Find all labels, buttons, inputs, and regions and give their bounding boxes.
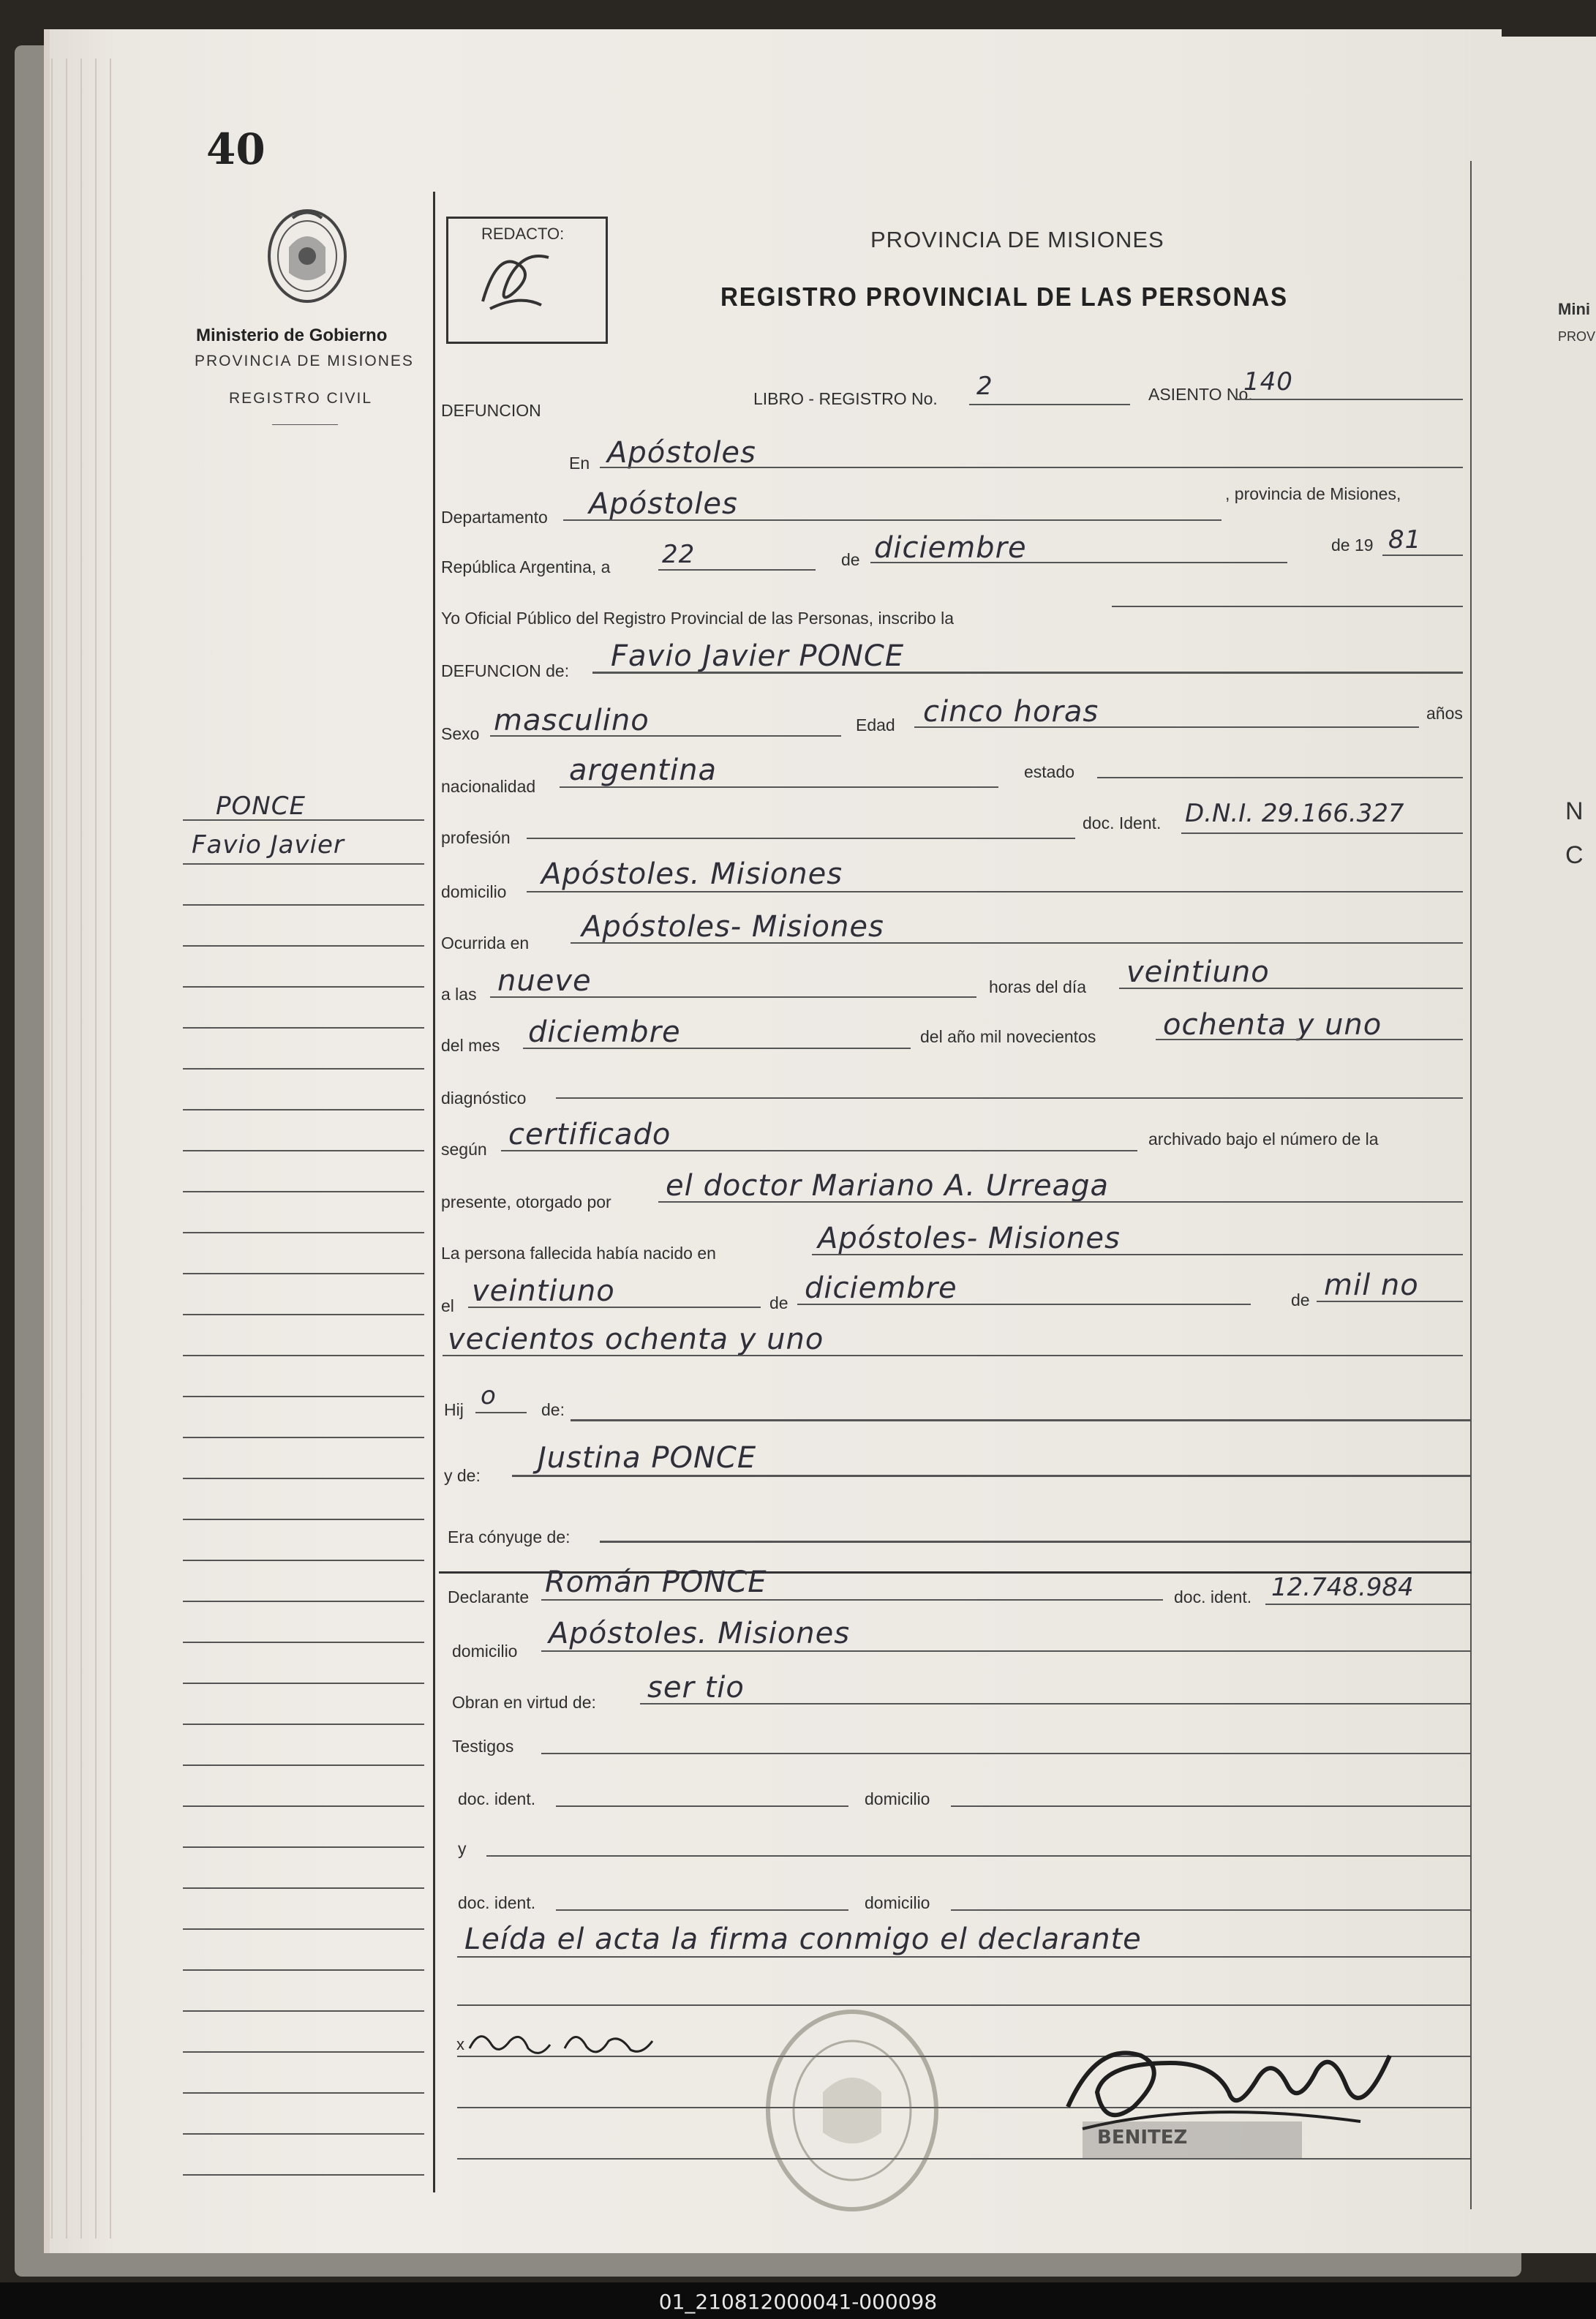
next-page-edge (1496, 37, 1596, 2253)
and-of-label: y de: (444, 1466, 481, 1485)
declarant-name: Román PONCE (545, 1566, 767, 1599)
book-value: 2 (976, 372, 993, 401)
year-label: de 19 (1331, 535, 1374, 555)
margin-ruled-line (183, 1191, 424, 1192)
margin-given-names: Favio Javier (192, 830, 345, 860)
issued-value: el doctor Mariano A. Urreaga (666, 1169, 1109, 1203)
signature-mark: x (456, 2035, 464, 2053)
declarant-domicile-label: domicilio (452, 1642, 518, 1661)
domicile-value: Apóstoles. Misiones (541, 857, 843, 891)
acting-label: Obran en virtud de: (452, 1693, 596, 1712)
margin-ruled-line (183, 1355, 424, 1356)
day-value: 22 (662, 540, 696, 569)
margin-ruled-line (183, 2051, 424, 2053)
officer-text: Yo Oficial Público del Registro Provincial de las Personas, inscribo la (441, 609, 954, 628)
years-label: años (1426, 704, 1463, 723)
declarant-doc-label: doc. ident. (1174, 1587, 1252, 1606)
margin-ruled-line (183, 945, 424, 947)
place-value: Apóstoles (607, 436, 756, 470)
acting-value: ser tio (647, 1671, 745, 1705)
born-month-label: de (769, 1293, 788, 1312)
hour-label: a las (441, 985, 477, 1004)
born-day-label: el (441, 1296, 454, 1315)
margin-ruled-line (183, 1846, 424, 1848)
redacto-signature (468, 236, 563, 331)
born-day-value: veintiuno (472, 1274, 615, 1308)
margin-ruled-line (183, 986, 424, 988)
marital-label: estado (1024, 762, 1075, 781)
doc-value: D.N.I. 29.166.327 (1185, 799, 1404, 828)
occurred-label: Ocurrida en (441, 933, 530, 952)
margin-ruled-line (183, 1396, 424, 1397)
margin-ruled-line (183, 1887, 424, 1889)
child-gender: o (481, 1381, 497, 1410)
archived-label: archivado bajo el número de la (1148, 1130, 1379, 1149)
margin-ruled-line (183, 1560, 424, 1561)
margin-ruled-line (183, 2010, 424, 2012)
book-label: LIBRO - REGISTRO No. (753, 389, 938, 408)
margin-ruled-line (183, 1437, 424, 1438)
page-edges (44, 59, 124, 2239)
born-year-continued: vecientos ochenta y uno (448, 1323, 824, 1356)
province-suffix: , provincia de Misiones, (1225, 484, 1401, 503)
witness1-domicile-label: domicilio (865, 1789, 930, 1808)
declarant-signature (455, 2019, 674, 2070)
margin-ruled-line (183, 1109, 424, 1110)
born-month-value: diciembre (805, 1271, 957, 1305)
sex-value: masculino (494, 704, 650, 737)
margin-ruled-line (183, 2092, 424, 2094)
year-value: 81 (1388, 525, 1422, 555)
closing-statement: Leída el acta la firma conmigo el declarante (464, 1923, 1142, 1956)
margin-ruled-line (183, 1724, 424, 1725)
mother-name: Justina PONCE (538, 1441, 757, 1475)
year-of-label: del año mil novecientos (920, 1027, 1096, 1046)
month-of-value: diciembre (528, 1015, 681, 1049)
margin-ruled-line (183, 1027, 424, 1029)
and-label: y (458, 1839, 467, 1858)
margin-ruled-line (183, 1478, 424, 1479)
born-value: Apóstoles- Misiones (818, 1222, 1121, 1255)
margin-ruled-line (183, 1519, 424, 1520)
profession-label: profesión (441, 828, 511, 847)
province-title: PROVINCIA DE MISIONES (870, 227, 1164, 252)
nationality-label: nacionalidad (441, 777, 536, 796)
margin-ruled-line (183, 2174, 424, 2176)
department-value: Apóstoles (589, 487, 738, 521)
margin-ruled-line (183, 1601, 424, 1602)
right-margin-rule (1470, 161, 1472, 2209)
witness2-domicile-label: domicilio (865, 1893, 930, 1912)
witness2-doc-label: doc. ident. (458, 1893, 536, 1912)
margin-ruled-line (183, 1683, 424, 1684)
margin-ruled-line (183, 1969, 424, 1971)
place-label: En (569, 454, 590, 473)
issued-label: presente, otorgado por (441, 1192, 611, 1211)
domicile-label: domicilio (441, 882, 507, 901)
margin-ruled-line (183, 1273, 424, 1274)
redacto-label: REDACTO: (481, 225, 565, 243)
margin-ruled-line (183, 1068, 424, 1070)
official-seal-icon (761, 2004, 944, 2217)
nationality-value: argentina (569, 753, 717, 787)
next-page-fragment: Mini (1558, 300, 1590, 318)
diagnosis-label: diagnóstico (441, 1089, 527, 1108)
day-of-value: veintiuno (1126, 955, 1270, 989)
declarant-domicile-value: Apóstoles. Misiones (549, 1617, 851, 1650)
department-label: Departamento (441, 508, 548, 527)
margin-ruled-line (183, 1764, 424, 1766)
witness1-doc-label: doc. ident. (458, 1789, 536, 1808)
page-number: 40 (206, 124, 266, 174)
margin-ruled-line (183, 1928, 424, 1930)
coat-of-arms-icon (263, 203, 351, 306)
year-of-value: ochenta y uno (1163, 1008, 1382, 1042)
according-label: según (441, 1140, 487, 1159)
margin-ruled-line (183, 2133, 424, 2135)
stamp-text: BENITEZ (1097, 2127, 1188, 2149)
margin-ruled-line (183, 863, 424, 865)
image-caption: 01_210812000041-000098 (658, 2290, 938, 2314)
margin-ruled-line (183, 1805, 424, 1807)
republic-label: República Argentina, a (441, 557, 611, 576)
child-of-label: de: (541, 1400, 565, 1419)
born-year-label: de (1291, 1290, 1310, 1309)
age-value: cinco horas (923, 695, 1099, 729)
witnesses-label: Testigos (452, 1737, 514, 1756)
day-of-label: horas del día (989, 977, 1086, 996)
death-of-label: DEFUNCION de: (441, 661, 570, 680)
born-label: La persona fallecida había nacido en (441, 1244, 716, 1263)
age-label: Edad (856, 715, 895, 734)
declarant-label: Declarante (448, 1587, 530, 1606)
officer-signature (1053, 2012, 1404, 2158)
child-label: Hij (444, 1400, 464, 1419)
margin-ruled-line (183, 1232, 424, 1233)
month-of-label: del mes (441, 1036, 500, 1055)
occurred-value: Apóstoles- Misiones (581, 910, 884, 944)
ministry-title: Ministerio de Gobierno (196, 326, 388, 345)
next-page-fragment: N (1565, 797, 1584, 825)
hour-value: nueve (497, 964, 592, 998)
margin-surname: PONCE (216, 792, 306, 821)
ministry-province: PROVINCIA DE MISIONES (195, 353, 414, 369)
registry-title: REGISTRO PROVINCIAL DE LAS PERSONAS (720, 282, 1288, 312)
deceased-name: Favio Javier PONCE (611, 639, 905, 673)
margin-ruled-line (183, 1150, 424, 1151)
sex-label: Sexo (441, 724, 480, 743)
spouse-label: Era cónyuge de: (448, 1527, 571, 1546)
month-label: de (841, 550, 860, 569)
column-divider (433, 192, 435, 2192)
ministry-registry: REGISTRO CIVIL (229, 390, 373, 407)
month-value: diciembre (874, 531, 1027, 565)
margin-ruled-line (183, 1314, 424, 1315)
declarant-doc-value: 12.748.984 (1271, 1573, 1414, 1602)
born-year-value: mil no (1324, 1269, 1419, 1302)
entry-value: 140 (1243, 367, 1293, 396)
doc-label: doc. Ident. (1083, 813, 1162, 832)
next-page-fragment: C (1565, 841, 1584, 869)
margin-ruled-line (183, 904, 424, 906)
entry-label: ASIENTO No. (1148, 385, 1253, 404)
act-type-label: DEFUNCION (441, 401, 541, 420)
according-value: certificado (508, 1118, 671, 1151)
next-page-fragment: PROV (1558, 329, 1596, 344)
margin-ruled-line (183, 1642, 424, 1643)
